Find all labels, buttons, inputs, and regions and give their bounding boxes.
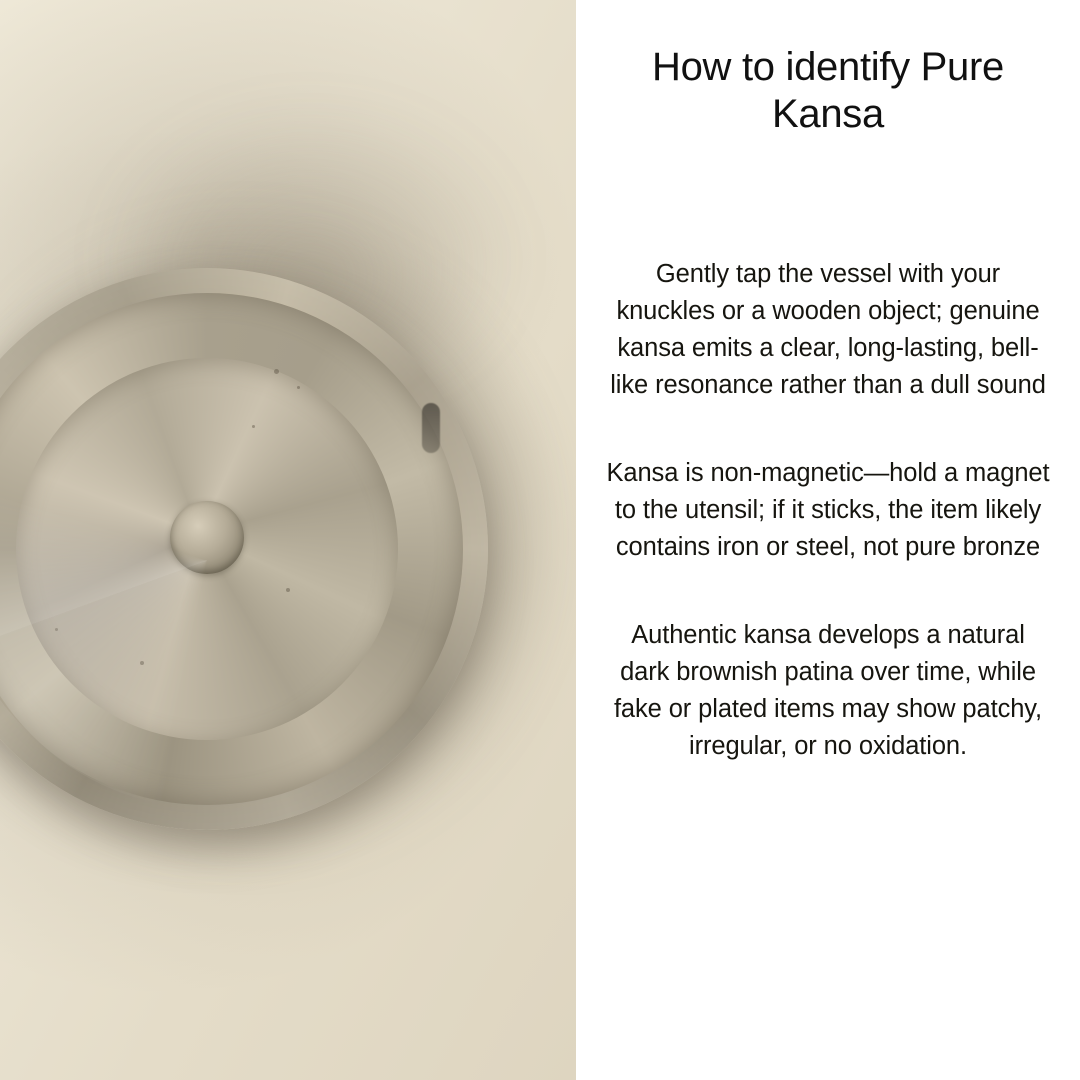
bowl-speck (297, 386, 300, 389)
tip-paragraph-2: Kansa is non-magnetic—hold a magnet to the utensil; if it sticks, the item likely contains iron or steel, not pure bronze (606, 459, 1050, 561)
tip-paragraph-3: Authentic kansa develops a natural dark brownish patina over time, while fake or plated items may show patchy, irregular, or no oxidation. (613, 621, 1043, 760)
text-panel (576, 0, 1080, 1080)
bowl-rim-mark (422, 403, 440, 453)
tip-paragraph-1: Gently tap the vessel with your knuckles or a wooden object; genuine kansa emits a clear, long-lasting, bell-like resonance rather than a dull sound (610, 260, 1046, 399)
bowl-speck (55, 628, 58, 631)
bowl-center-boss (170, 501, 243, 574)
page-title: How to identify Pure Kansa (652, 45, 1004, 137)
